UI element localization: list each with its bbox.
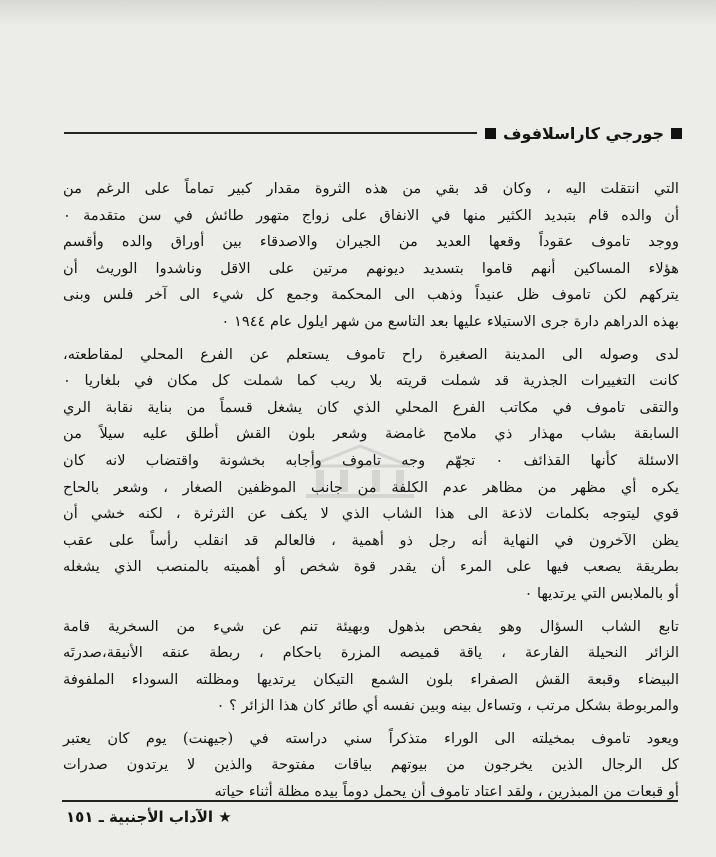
paragraph: [63, 176, 679, 336]
text-line: ووجد تاموف عقوداً وقعها العديد من الجيران والاصدقاء بين أوراق والده وأقسم: [63, 233, 679, 251]
page-footer: [62, 800, 678, 826]
footer-rule: [62, 800, 678, 802]
paragraph: [63, 726, 679, 806]
text-line: الاسئلة كأنها القذائف ٠ تجهّم وجه تاموف وأجابه بخشونة واقتضاب لانه كان: [63, 451, 679, 469]
text-line: والمربوطة بشكل مرتب ، وتساءل بينه وبين نفسه أي طائر كان هذا الزائر ؟ ٠: [216, 697, 679, 715]
text-line: التي انتقلت اليه ، وكان قد بقي من هذه الثروة مقدار كبير تماماً على الرغم من: [63, 180, 679, 197]
text-line: يتركهم لكن تاموف ظل عنيداً وذهب الى المحكمة وجمع كل شيء الى آخر فلس وبنى: [63, 286, 679, 304]
text-line: البيضاء وقبعة القش الصفراء بلون الشمع التيكان يرتديها ومظلته السوداء الملفوفة: [63, 670, 679, 688]
text-line: لدى وصوله الى المدينة الصغيرة راح تاموف يستعلم عن الفرع المحلي لمقاطعته،: [63, 345, 679, 363]
header-rule: [64, 132, 477, 134]
square-bullet-icon: [671, 128, 682, 139]
paragraph: [63, 342, 679, 608]
text-line: يكره أي مظهر من مظاهر عدم الكلفة من جانب الموظفين الصغار ، وشعر بالحاح: [63, 478, 679, 496]
scan-edge-shadow: [0, 0, 716, 26]
text-line: أن والده قام بتبديد الكثير منها في الانفاق على زواج متهور طائش في سن متقدمة ٠: [63, 206, 679, 224]
text-line: تابع الشاب السؤال وهو يفحص بذهول وبهيئة تنم عن شيء من السخرية قامة: [63, 617, 679, 635]
page-header: [64, 122, 682, 144]
text-line: الزائر النحيلة الفارعة ، ياقة قميصه المزرة باحكام ، ربطة عنقه الأنيقة،صدرتَه: [63, 644, 679, 662]
text-line: والتقى تاموف في مكاتب الفرع المحلي الذي كان يشغل قسماً من بناية نقابة الري: [63, 398, 679, 416]
text-line: أو قبعات من المبذرين ، ولقد اعتاد تاموف أن يحمل دوماً بيده مظلة أثناء حياته: [214, 783, 679, 801]
text-line: يظن الآخرون في النهاية أنه رجل ذو أهمية ، فالعالم قد انقلب رأساً على عقب: [63, 531, 679, 549]
text-line: كل الرجال الذين يخرجون من بيوتهم بياقات مفتوحة والذين لا يرتدون صدرات: [63, 756, 679, 774]
paragraph: [63, 614, 679, 720]
square-bullet-icon: [485, 128, 496, 139]
author-name: جورجي كاراسلافوف: [502, 123, 664, 143]
text-line: السابقة بشاب مهذار ذي ملامح غامضة وشعر بلون القش أطلق عليه سيلاً من: [63, 425, 679, 443]
article-body: [63, 176, 679, 806]
text-line: كانت التغييرات الجذرية قد شملت قريته بلا ريب كما شملت كل مكان في بلغاريا ٠: [63, 372, 679, 390]
page-number-label: ★ الآداب الأجنبية ـ ١٥١: [66, 808, 232, 826]
text-line: أو بالملابس التي يرتديها ٠: [524, 584, 679, 602]
text-line: بهذه الدراهم دارة جرى الاستيلاء عليها بعد التاسع من شهر ايلول عام ١٩٤٤ ٠: [221, 312, 679, 330]
text-line: هؤلاء المساكين أنهم قاموا بتسديد ديونهم مرتين على الاقل وناشدوا الوريث أن: [63, 259, 679, 277]
text-line: قوي ليتوجه بكلمات لاذعة الى هذا الشاب الذي لا يكف عن الثرثرة ، لكنه خشي أن: [63, 505, 679, 523]
text-line: ويعود تاموف بمخيلته الى الوراء متذكراً سني دراسته في (جيهنت) يوم كان يعتبر: [63, 729, 679, 747]
text-line: بطريقة يصعب فيها على المرء أن يقدر قوة شخص أو أهميته بالمنصب الذي يشغله: [63, 558, 679, 576]
